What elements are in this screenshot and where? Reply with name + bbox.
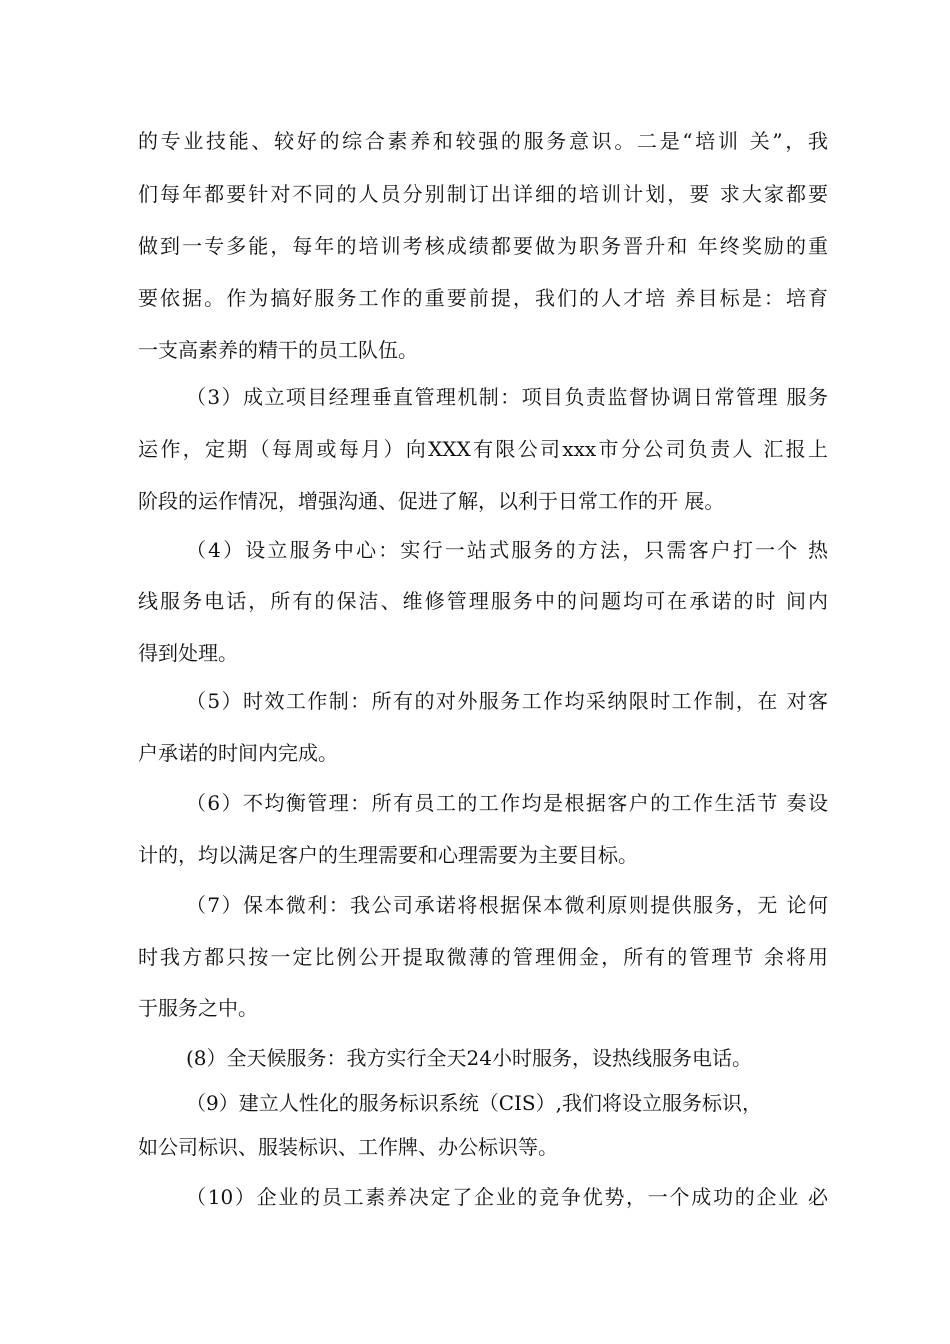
paragraph-line: 线服务电话，所有的保洁、维修管理服务中的问题均可在承诺的时 间内	[138, 589, 828, 613]
paragraph-line: 的专业技能、较好的综合素养和较强的服务意识。二是“培训 关”，我	[138, 129, 828, 153]
paragraph-line: 计的，均以满足客户的生理需要和心理需要为主要目标。	[138, 843, 638, 867]
paragraph-line: （6）不均衡管理：所有员工的工作均是根据客户的工作生活节 奏设	[186, 791, 828, 815]
paragraph-line: （10）企业的员工素养决定了企业的竞争优势，一个成功的企业 必	[186, 1185, 828, 1209]
paragraph-line: (8）全天候服务：我方实行全天24小时服务，设热线服务电话。	[186, 1046, 752, 1070]
paragraph-line: （3）成立项目经理垂直管理机制：项目负责监督协调日常管理 服务	[186, 385, 828, 409]
paragraph-line: 要依据。作为搞好服务工作的重要前提，我们的人才培 养目标是：培育	[138, 286, 828, 310]
paragraph-line: 运作，定期（每周或每月）向XXX有限公司xxx市分公司负责人 汇报上	[138, 437, 828, 461]
paragraph-line: 时我方都只按一定比例公开提取微薄的管理佣金，所有的管理节 余将用	[138, 945, 828, 969]
paragraph-line: 得到处理。	[138, 641, 238, 665]
paragraph-line: （5）时效工作制：所有的对外服务工作均采纳限时工作制，在 对客	[186, 689, 828, 713]
paragraph-line: （4）设立服务中心：实行一站式服务的方法，只需客户打一个 热	[186, 538, 828, 562]
paragraph-line: 于服务之中。	[138, 996, 258, 1020]
paragraph-line: （7）保本微利：我公司承诺将根据保本微利原则提供服务，无 论何	[186, 893, 828, 917]
paragraph-line: 做到一专多能，每年的培训考核成绩都要做为职务晋升和 年终奖励的重	[138, 234, 828, 258]
paragraph-line: 一支高素养的精干的员工队伍。	[138, 338, 418, 362]
paragraph-line: （9）建立人性化的服务标识系统（CIS）,我们将设立服务标识，	[186, 1091, 762, 1115]
paragraph-line: 阶段的运作情况，增强沟通、促进了解，以利于日常工作的开 展。	[138, 489, 725, 513]
paragraph-line: 如公司标识、服装标识、工作牌、办公标识等。	[138, 1135, 558, 1159]
paragraph-line: 们每年都要针对不同的人员分别制订出详细的培训计划，要 求大家都要	[138, 182, 828, 206]
paragraph-line: 户承诺的时间内完成。	[138, 741, 338, 765]
